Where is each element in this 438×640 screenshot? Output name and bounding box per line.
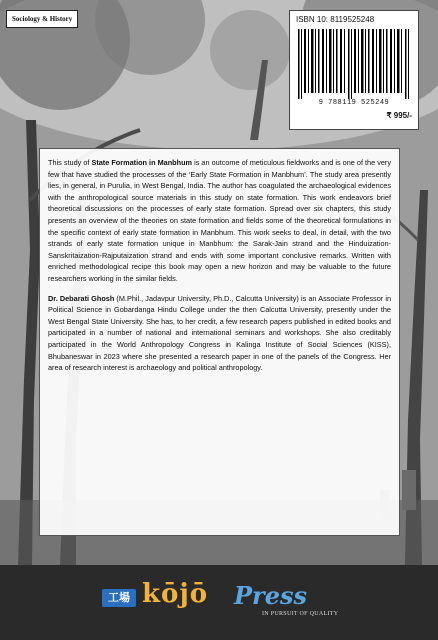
publisher-tagline: IN PURSUIT OF QUALITY <box>262 611 339 617</box>
price-tag: ₹ 995/- <box>386 111 412 120</box>
description-panel <box>39 148 400 536</box>
category-label: Sociology & History <box>6 10 78 28</box>
book-title-inline: State Formation in Manbhum <box>91 158 193 167</box>
barcode-number: 9 788119 525249 <box>318 99 390 107</box>
barcode-panel <box>289 10 419 130</box>
book-description: This study of State Formation in Manbhum is an outcome of meticulous fieldworks and is one of the very few that have studied the processes of the ‘Early State Formation in Manbhum’. The study area presently lies, in general, in Purulia, in West Bengal, India. The author has coagulated the archaeological evidences with the anthropological source materials in this study on state formation. This work endeavors brief theoretical discussions on the processes of early state formation. Spread over six chapters, this study presents an overview of the theories on state formation and fields some of the theoretical formulations in the specific context of early state formation in Manbhum. This work seeks to deal, in detail, with the two strands of early state formation unique in Manbhum: the Sarak-Jain strand and the Hinduization-Sanskritaization-Rajputaization strand and ends with some important conclusive remarks. Written with enriched methodological recipe this book may open a new horizon and may be valuable to the future researchers working in the similar fields. <box>48 158 391 283</box>
author-bio: Dr. Debarati Ghosh (M.Phil., Jadavpur University, Ph.D., Calcutta University) is an Associate Professor in Political Science in Gobardanga Hindu College under the then Calcutta University, presently under the West Bengal State University. She has, to her credit, a few research papers published in edited books and participated in a number of national and international seminars and workshops. She also creditably participated in the World Anthropology Congress in Kalinga Institute of Social Sciences (KISS), Bhubaneswar in 2023 where she presented a research paper in one of the panels of the Congress. Her area of research interest is archaeology and political anthropology. <box>48 293 392 373</box>
publisher-logo-press: Press <box>234 581 307 610</box>
author-name: Dr. Debarati Ghosh <box>48 293 115 303</box>
barcode-icon <box>296 29 412 99</box>
publisher-kanji-logo: 工場 <box>102 589 136 607</box>
publisher-logo-kojo: kōjō <box>142 579 209 609</box>
publisher-footer <box>0 565 438 640</box>
isbn-text: ISBN 10: 8119525248 <box>296 15 375 24</box>
